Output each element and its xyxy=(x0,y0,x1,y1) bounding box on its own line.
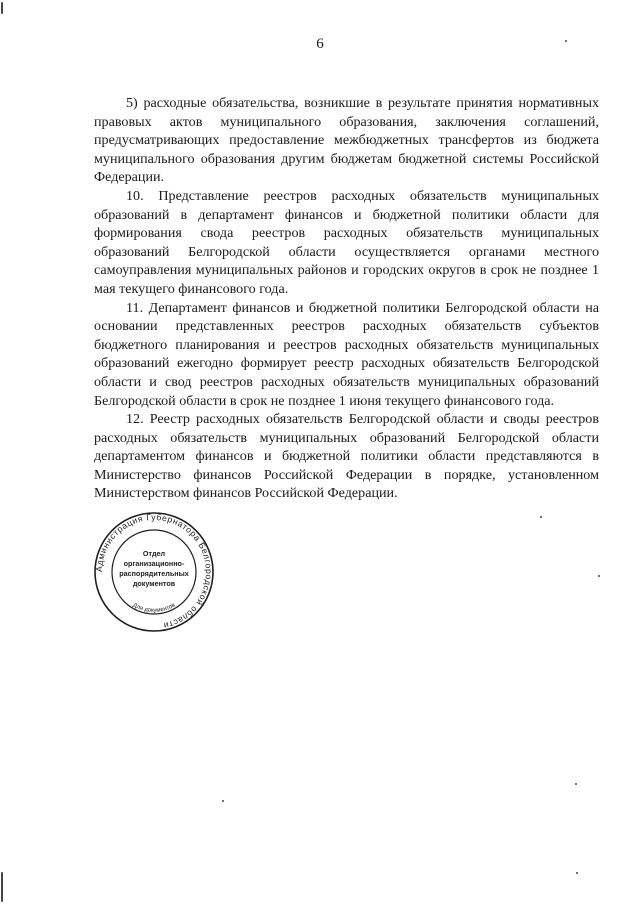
official-stamp xyxy=(93,511,215,633)
scan-dot-6 xyxy=(540,516,542,518)
page-number: 6 xyxy=(316,36,324,52)
stamp-center-line-1: Отдел xyxy=(142,549,166,558)
paragraph-item-10: 10. Представление реестров расходных обязательств муниципальных образований в департамент финансов и бюджетной политики области для формирования свода реестров расходных обязательств муниципальных образований Белгородской области осуществляется органами местного самоуправления муниципальных районов и городских округов в срок не позднее 1 мая текущего финансового года. xyxy=(94,187,599,297)
scan-dot-4 xyxy=(222,800,224,802)
paragraph-item-11: 11. Департамент финансов и бюджетной политики Белгородской области на основании представленных реестров расходных обязательств субъектов бюджетного планирования и реестров расходных обязательств муниципальных образований ежегодно формирует реестр расходных обязательств Белгородской области и свод реестров расходных обязательств муниципальных образований Белгородской области в срок не позднее 1 июня текущего финансового года. xyxy=(94,299,599,409)
scan-mark-top-left xyxy=(1,2,3,14)
scan-mark-bottom-left xyxy=(1,872,3,902)
paragraph-item-5: 5) расходные обязательства, возникшие в результате принятия нормативных правовых актов муниципального образования, заключения соглашений, предусматривающих предоставление межбюджетных трансфертов из бюджета муниципального образования другим бюджетам бюджетной системы Российской Федерации. xyxy=(94,95,599,186)
stamp-bottom-text: Для документов xyxy=(131,602,177,614)
scan-dot-2 xyxy=(598,575,600,577)
stamp-center-line-2: организационно- xyxy=(123,559,185,568)
stamp-center-line-3: распорядительных xyxy=(119,569,189,578)
scan-dot-1 xyxy=(565,40,567,42)
paragraph-item-12: 12. Реестр расходных обязательств Белгородской области и своды реестров расходных обязательств муниципальных образований Белгородской области департаментом финансов и бюджетной политики области представляются в Министерство финансов Российской Федерации в порядке, установленном Министерством финансов Российской Федерации. xyxy=(94,411,599,502)
document-body xyxy=(94,94,599,503)
scan-dot-3 xyxy=(575,783,577,785)
scan-dot-5 xyxy=(576,872,578,874)
stamp-outer-text: Администрация Губернатора Белгородской области xyxy=(93,511,215,632)
stamp-center-line-4: документов xyxy=(132,579,176,588)
